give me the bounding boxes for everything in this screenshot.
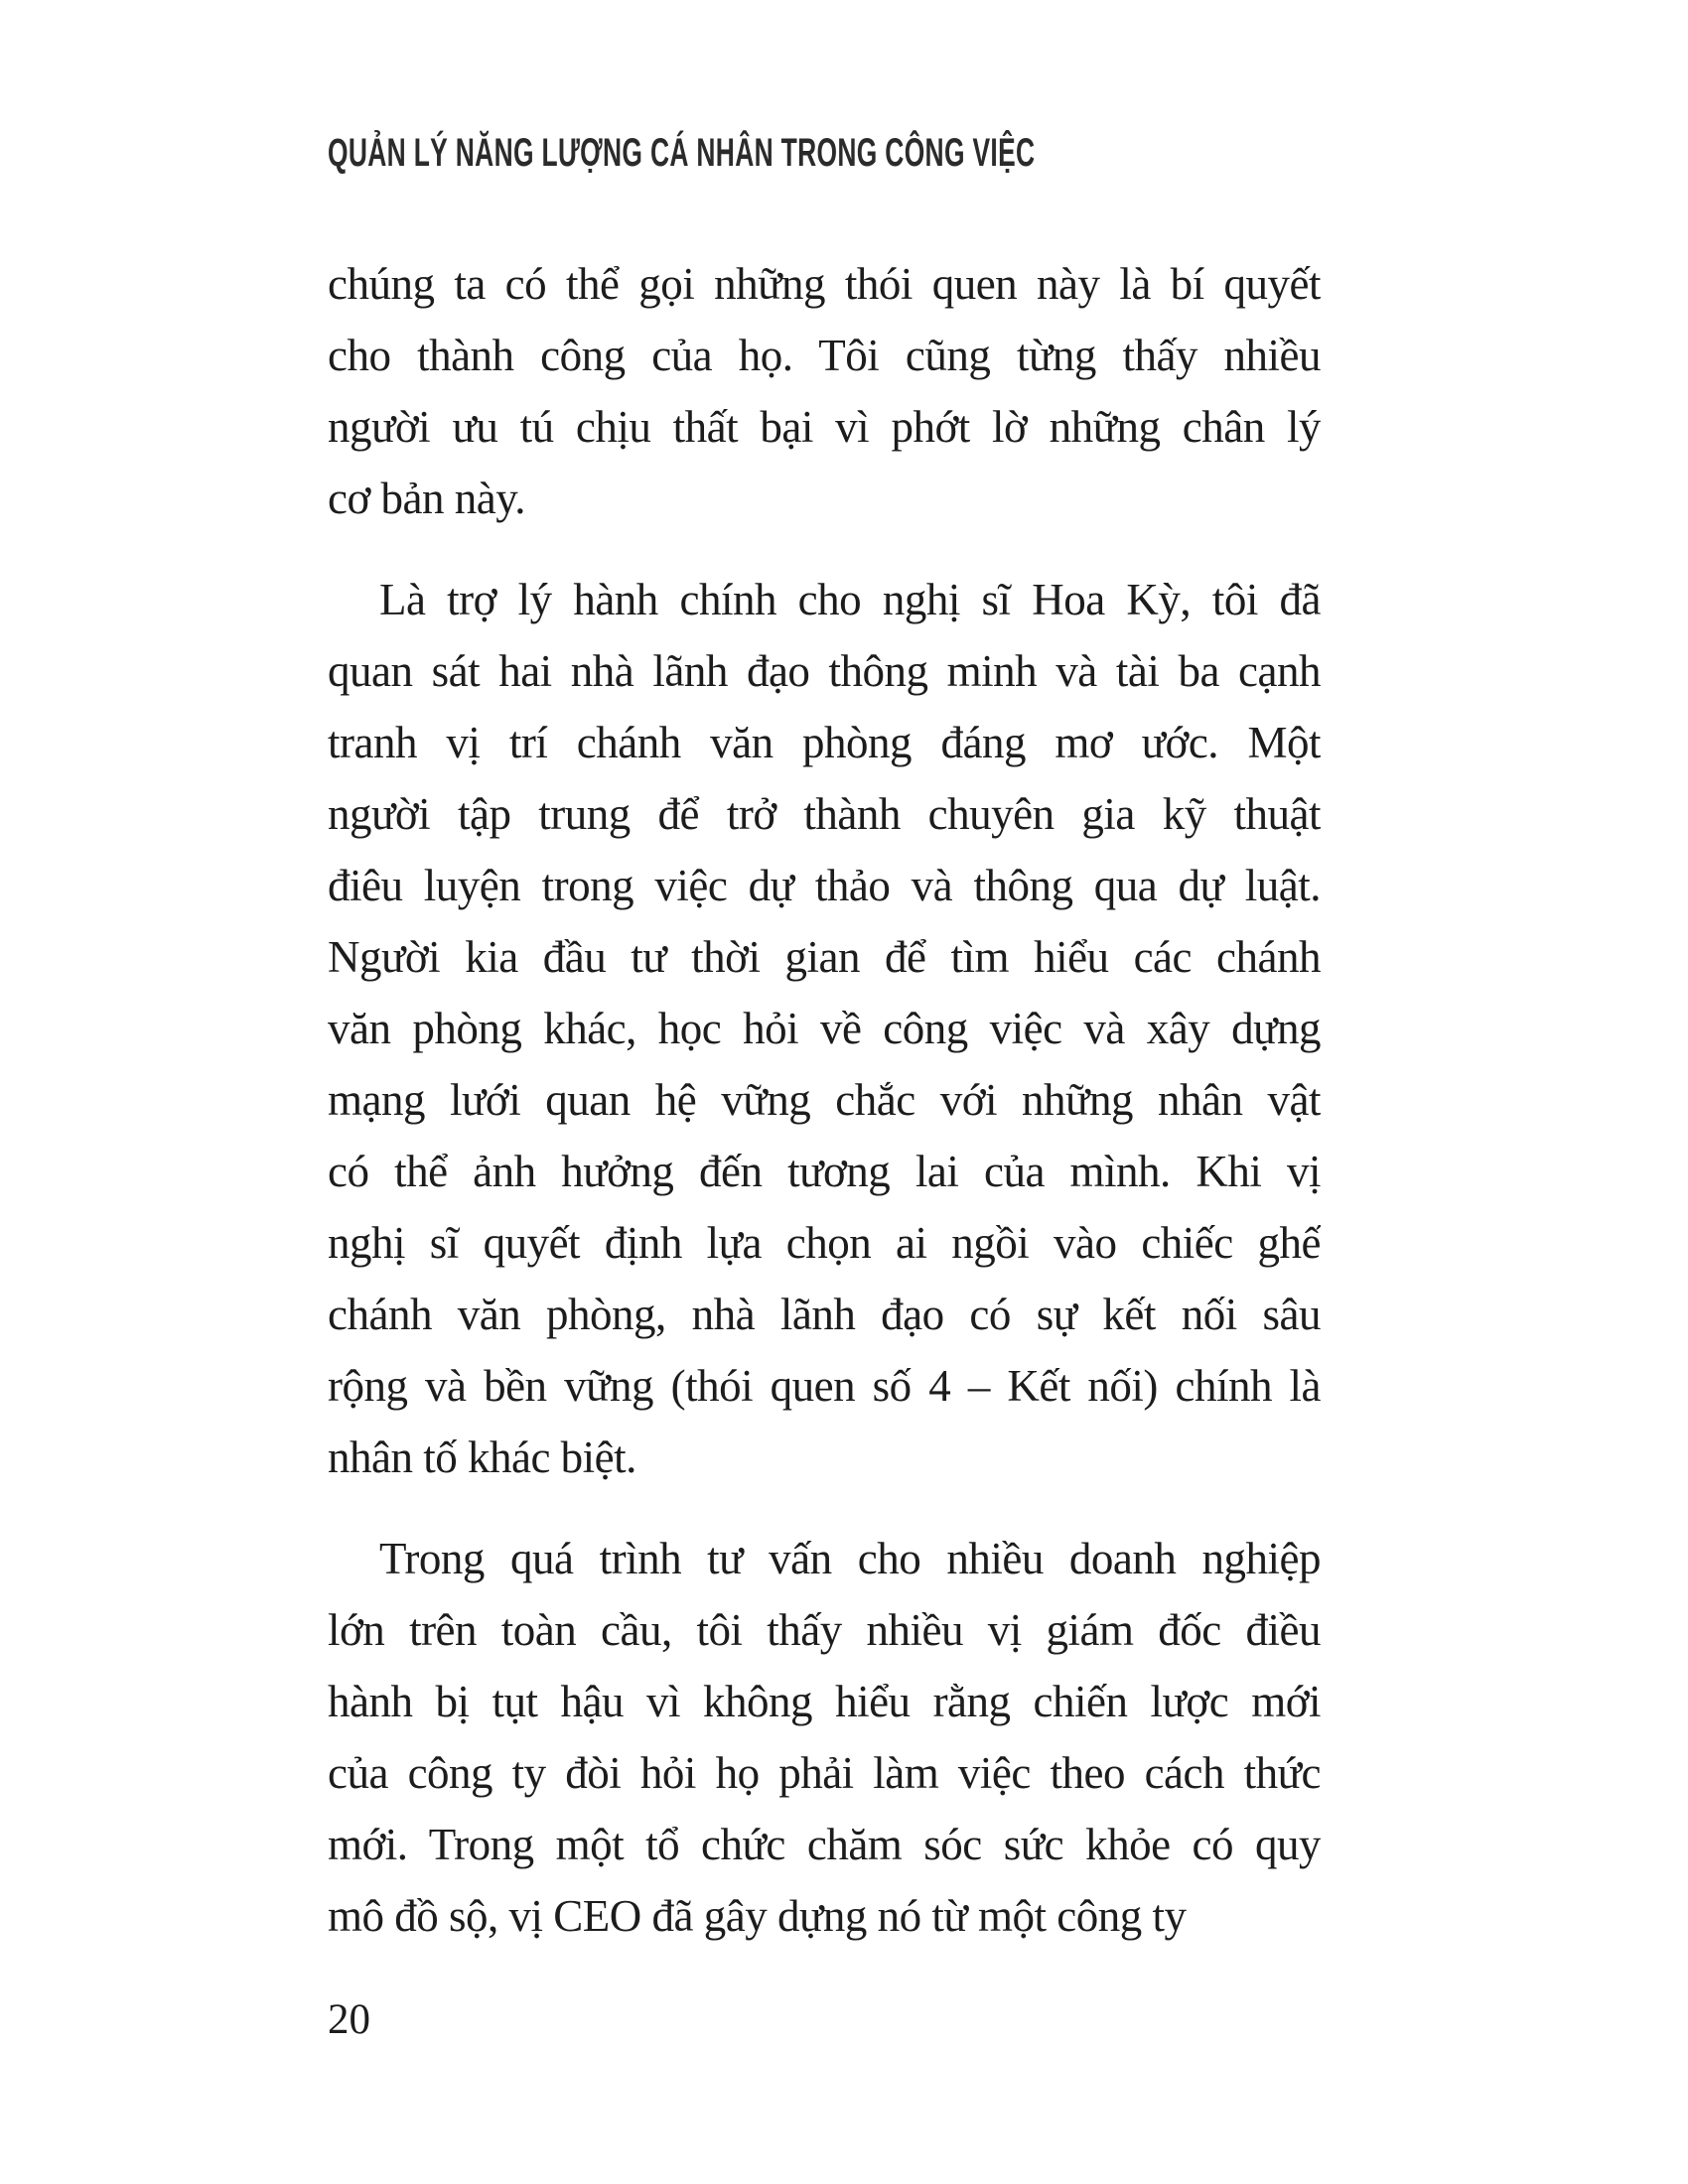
text-line: văn phòng khác, học hỏi về công việc và xây dựng — [328, 1004, 1321, 1053]
text-line: mạng lưới quan hệ vững chắc với những nhân vật — [328, 1075, 1321, 1125]
paragraph — [328, 564, 1321, 1493]
paragraph — [328, 248, 1321, 534]
text-line: lớn trên toàn cầu, tôi thấy nhiều vị giám đốc điều — [328, 1605, 1321, 1655]
text-line: chúng ta có thể gọi những thói quen này là bí quyết — [328, 259, 1321, 309]
text-line: có thể ảnh hưởng đến tương lai của mình. Khi vị — [328, 1147, 1321, 1196]
text-line: Trong quá trình tư vấn cho nhiều doanh nghiệp — [379, 1534, 1321, 1583]
text-line: tranh vị trí chánh văn phòng đáng mơ ước. Một — [328, 718, 1321, 767]
text-line: nhân tố khác biệt. — [328, 1433, 636, 1482]
text-line: người tập trung để trở thành chuyên gia kỹ thuật — [328, 789, 1321, 839]
text-line: người ưu tú chịu thất bại vì phớt lờ những chân lý — [328, 402, 1321, 452]
text-line: chánh văn phòng, nhà lãnh đạo có sự kết nối sâu — [328, 1290, 1321, 1339]
text-line: rộng và bền vững (thói quen số 4 – Kết nối) chính là — [328, 1361, 1321, 1411]
text-line: quan sát hai nhà lãnh đạo thông minh và tài ba cạnh — [328, 646, 1321, 696]
text-line: cho thành công của họ. Tôi cũng từng thấy nhiều — [328, 331, 1321, 380]
text-line: mới. Trong một tổ chức chăm sóc sức khỏe có quy — [328, 1820, 1321, 1869]
text-line: hành bị tụt hậu vì không hiểu rằng chiến lược mới — [328, 1677, 1321, 1726]
text-line: nghị sĩ quyết định lựa chọn ai ngồi vào chiếc ghế — [328, 1218, 1321, 1268]
text-line: mô đồ sộ, vị CEO đã gây dựng nó từ một công ty — [328, 1891, 1187, 1941]
page-number: 20 — [328, 1996, 370, 2043]
body-text — [328, 248, 1321, 1952]
running-header: QUẢN LÝ NĂNG LƯỢNG CÁ NHÂN TRONG CÔNG VIỆC — [328, 131, 1036, 175]
text-line: điêu luyện trong việc dự thảo và thông qua dự luật. — [328, 861, 1321, 910]
text-line: Là trợ lý hành chính cho nghị sĩ Hoa Kỳ, tôi đã — [379, 575, 1321, 624]
text-line: Người kia đầu tư thời gian để tìm hiểu các chánh — [328, 932, 1321, 982]
text-line: của công ty đòi hỏi họ phải làm việc theo cách thức — [328, 1748, 1321, 1798]
paragraph — [328, 1523, 1321, 1952]
text-line: cơ bản này. — [328, 474, 526, 523]
